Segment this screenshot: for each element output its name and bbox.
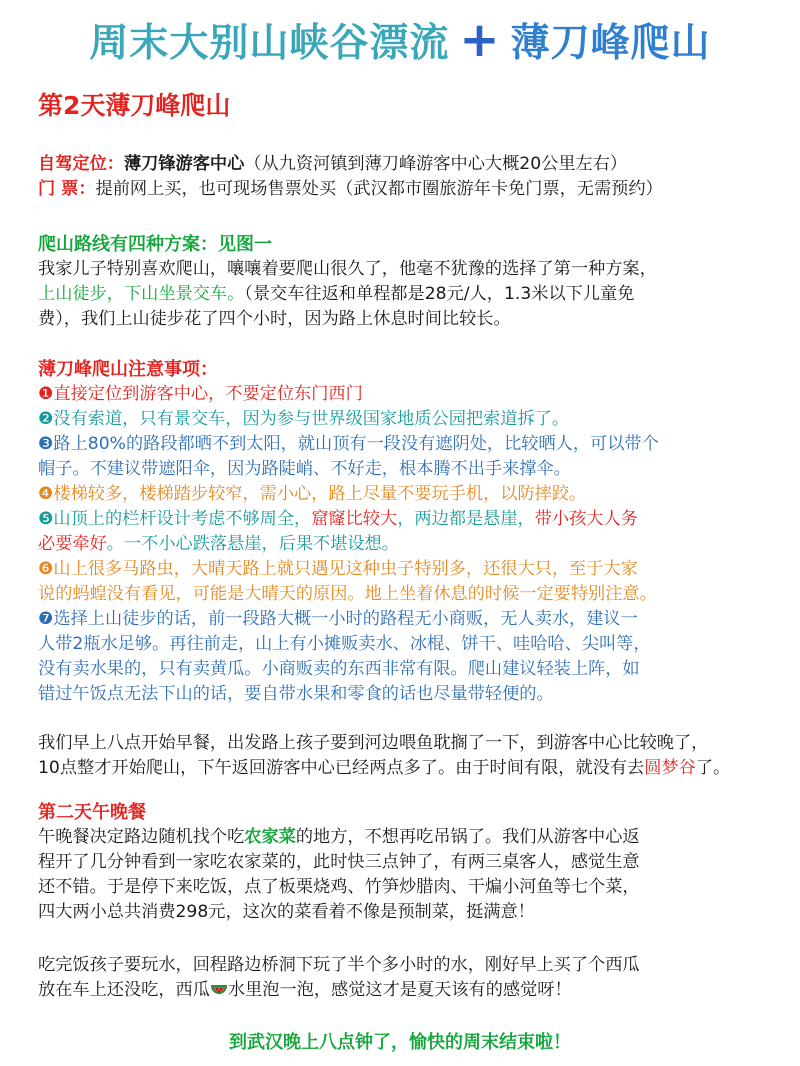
water-line-2a: 放在车上还没吃，西瓜 — [38, 980, 210, 1000]
notes-heading: 薄刀峰爬山注意事项： — [38, 359, 218, 380]
water-line-2b: 水里泡一泡，感觉这才是夏天该有的感觉呀！ — [227, 980, 572, 1000]
ticket-line — [38, 177, 782, 202]
day-heading: 第2天薄刀峰爬山 — [38, 91, 231, 120]
meal-line-1c: 的地方，不想再吃吊锅了。我们从游客中心返 — [295, 827, 640, 847]
info-section — [38, 152, 782, 202]
note-7b: 人带2瓶水足够。再往前走，山上有小摊贩卖水、冰棍、饼干、哇哈哈、尖叫等， — [38, 634, 651, 654]
title-right: 薄刀峰爬山 — [510, 21, 711, 66]
route-line-2-rest: （景交车往返和单程都是28元/人，1.3米以下儿童免 — [244, 284, 635, 304]
page-title — [0, 12, 800, 72]
note-7d: 错过午饭点无法下山的话，要自带水果和零食的话也尽量带轻便的。 — [38, 684, 554, 704]
notes-section — [38, 357, 782, 707]
note-3a: ❸路上80%的路段都晒不到太阳，就山顶有一段没有遮阴处，比较晒人，可以带个 — [38, 434, 659, 454]
morning-place: 圆梦谷 — [644, 758, 696, 778]
route-highlight: 上山徒步，下山坐景交车。 — [38, 284, 245, 304]
water-line-1: 吃完饭孩子要玩水，回程路边桥洞下玩了半个多小时的水，刚好早上买了个西瓜 — [38, 955, 640, 975]
morning-line-2 — [38, 756, 782, 781]
footer-text: 到武汉晚上八点钟了，愉快的周末结束啦！ — [229, 1032, 571, 1053]
meal-line-3: 还不错。于是停下来吃饭，点了板栗烧鸡、竹笋炒腊肉、干煸小河鱼等七个菜， — [38, 877, 640, 897]
note-5-part-1: ❺山顶上的栏杆设计考虑不够周全， — [38, 509, 312, 529]
note-5b — [38, 532, 782, 557]
note-5-part-5: 必要牵好 — [38, 534, 107, 554]
note-6b: 说的蚂蝗没有看见，可能是大晴天的原因。地上坐着休息的时候一定要特别注意。 — [38, 584, 657, 604]
location-note: （从九资河镇到薄刀峰游客中心大概20公里左右） — [244, 154, 628, 174]
meal-line-4: 四大两小总共消费298元，这次的菜看着不像是预制菜，挺满意！ — [38, 902, 535, 922]
note-3b: 帽子。不建议带遮阳伞，因为路陡峭、不好走，根本腾不出手来撑伞。 — [38, 459, 571, 479]
water-section — [38, 953, 782, 1003]
note-4: ❹楼梯较多，楼梯踏步较窄，需小心，路上尽量不要玩手机，以防摔跤。 — [38, 484, 587, 504]
meal-highlight: 农家菜 — [244, 827, 296, 847]
title-left: 周末大别山峡谷漂流 — [89, 21, 450, 66]
route-line-1: 我家儿子特别喜欢爬山，嚷嚷着要爬山很久了，他毫不犹豫的选择了第一种方案， — [38, 259, 657, 279]
note-1: ❶直接定位到游客中心，不要定位东门西门 — [38, 384, 363, 404]
route-heading: 爬山路线有四种方案：见图一 — [38, 234, 272, 255]
note-6a: ❻山上很多马路虫，大晴天路上就只遇见这种虫子特别多，还很大只，至于大家 — [38, 559, 638, 579]
morning-section — [38, 731, 782, 781]
route-line-2 — [38, 282, 782, 307]
note-5-part-3: ，两边都是悬崖， — [397, 509, 535, 529]
morning-line-1: 我们早上八点开始早餐，出发路上孩子要到河边喂鱼耽搁了一下，到游客中心比较晚了， — [38, 733, 709, 753]
route-section — [38, 232, 782, 332]
ticket-value: 提前网上买，也可现场售票处买（武汉都市圈旅游年卡免门票，无需预约） — [95, 179, 663, 199]
meal-line-1 — [38, 825, 782, 850]
route-line-3: 费），我们上山徒步花了四个小时，因为路上休息时间比较长。 — [38, 309, 511, 329]
morning-end: 了。 — [695, 758, 731, 778]
ticket-label: 门 票： — [38, 179, 96, 199]
watermelon-icon — [210, 980, 228, 998]
note-2: ❷没有索道，只有景交车，因为参与世界级国家地质公园把索道拆了。 — [38, 409, 570, 429]
meal-line-1a: 午晚餐决定路边随机找个吃 — [38, 827, 245, 847]
title-plus: + — [459, 12, 501, 68]
morning-line-2-text: 10点整才开始爬山，下午返回游客中心已经两点多了。由于时间有限，就没有去 — [38, 758, 645, 778]
note-5-part-6: 。一不小心跌落悬崖，后果不堪设想。 — [106, 534, 399, 554]
location-value: 薄刀锋游客中心 — [123, 154, 245, 174]
location-line — [38, 152, 782, 177]
note-7a: ❼选择上山徒步的话，前一段路大概一小时的路程无小商贩，无人卖水，建议一 — [38, 609, 638, 629]
note-5-part-4: 带小孩大人务 — [534, 509, 638, 529]
water-line-2 — [38, 978, 782, 1003]
meal-section — [38, 800, 782, 925]
note-5a — [38, 507, 782, 532]
note-7c: 没有卖水果的，只有卖黄瓜。小商贩卖的东西非常有限。爬山建议轻装上阵，如 — [38, 659, 640, 679]
note-5-part-2: 窟窿比较大 — [311, 509, 398, 529]
meal-heading: 第二天午晚餐 — [38, 802, 146, 823]
location-label: 自驾定位： — [38, 154, 124, 174]
meal-line-2: 程开了几分钟看到一家吃农家菜的，此时快三点钟了，有两三桌客人，感觉生意 — [38, 852, 640, 872]
